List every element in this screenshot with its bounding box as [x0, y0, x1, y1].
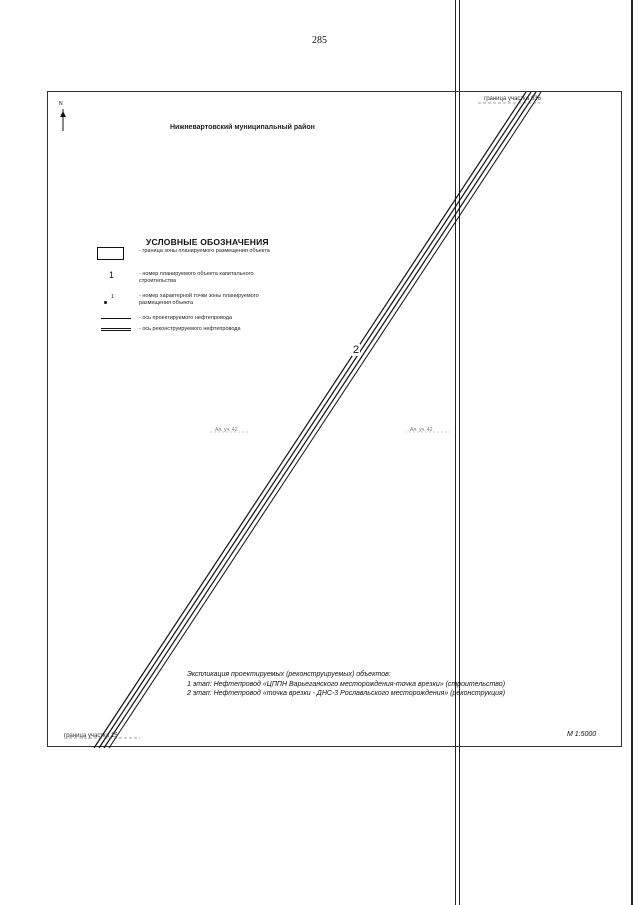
explication-block: [187, 670, 505, 699]
pipeline-line: [104, 92, 536, 748]
explication-line: 1 этап: Нефтепровод «ЦППН Ваpьеганского месторождения-точка врезки» (строительство): [187, 680, 506, 688]
north-arrow-icon: N: [59, 103, 67, 133]
page-number: 285: [312, 35, 327, 46]
pipeline-line: [109, 92, 541, 748]
legend-item-reconstructed-pipeline: - ось реконструируемого нефтепровода: [139, 326, 241, 332]
legend-symbol-point-number: 1: [111, 294, 115, 300]
pipeline-number-label: 2: [353, 344, 360, 356]
scale-label: М 1:5000: [567, 731, 597, 738]
legend-zone-box-icon: [97, 247, 124, 260]
legend-item-object-number: - номер планируемого объекта капитального строительства: [139, 271, 254, 284]
region-title: Нижневартовский муниципальный район: [170, 124, 315, 131]
point-marker-icon: [104, 301, 107, 304]
pipeline-line: [99, 92, 531, 748]
field-label: Ал. уч. 42: [215, 427, 238, 433]
explication-line: 2 этап: Нефтепровод «точка врезки - ДНС-3 Рославльского месторождения» (реконструкция): [187, 690, 506, 697]
legend-item-zone: - граница зоны планируемого размещения объекта: [139, 248, 270, 254]
legend-item-point-number: - номер характерной точки зоны планируемого размещения объекта: [139, 293, 259, 306]
explication-title: Экспликация проектируемых (реконструируемых) объектов:: [187, 671, 391, 678]
legend-symbol-object-number: 1: [109, 270, 115, 280]
legend-double-line-icon: [101, 328, 131, 331]
corner-label-bottom-left: граница участка 15: [64, 733, 118, 739]
legend-title: УСЛОВНЫЕ ОБОЗНАЧЕНИЯ: [146, 237, 269, 247]
corner-label-top-right: граница участка 636: [484, 96, 541, 102]
pipeline-line: [94, 92, 526, 748]
legend-line-icon: [101, 318, 131, 319]
legend-item-designed-pipeline: - ось проектируемого нефтепровода: [139, 315, 233, 321]
field-label: Ал. уч. 42: [410, 427, 433, 433]
